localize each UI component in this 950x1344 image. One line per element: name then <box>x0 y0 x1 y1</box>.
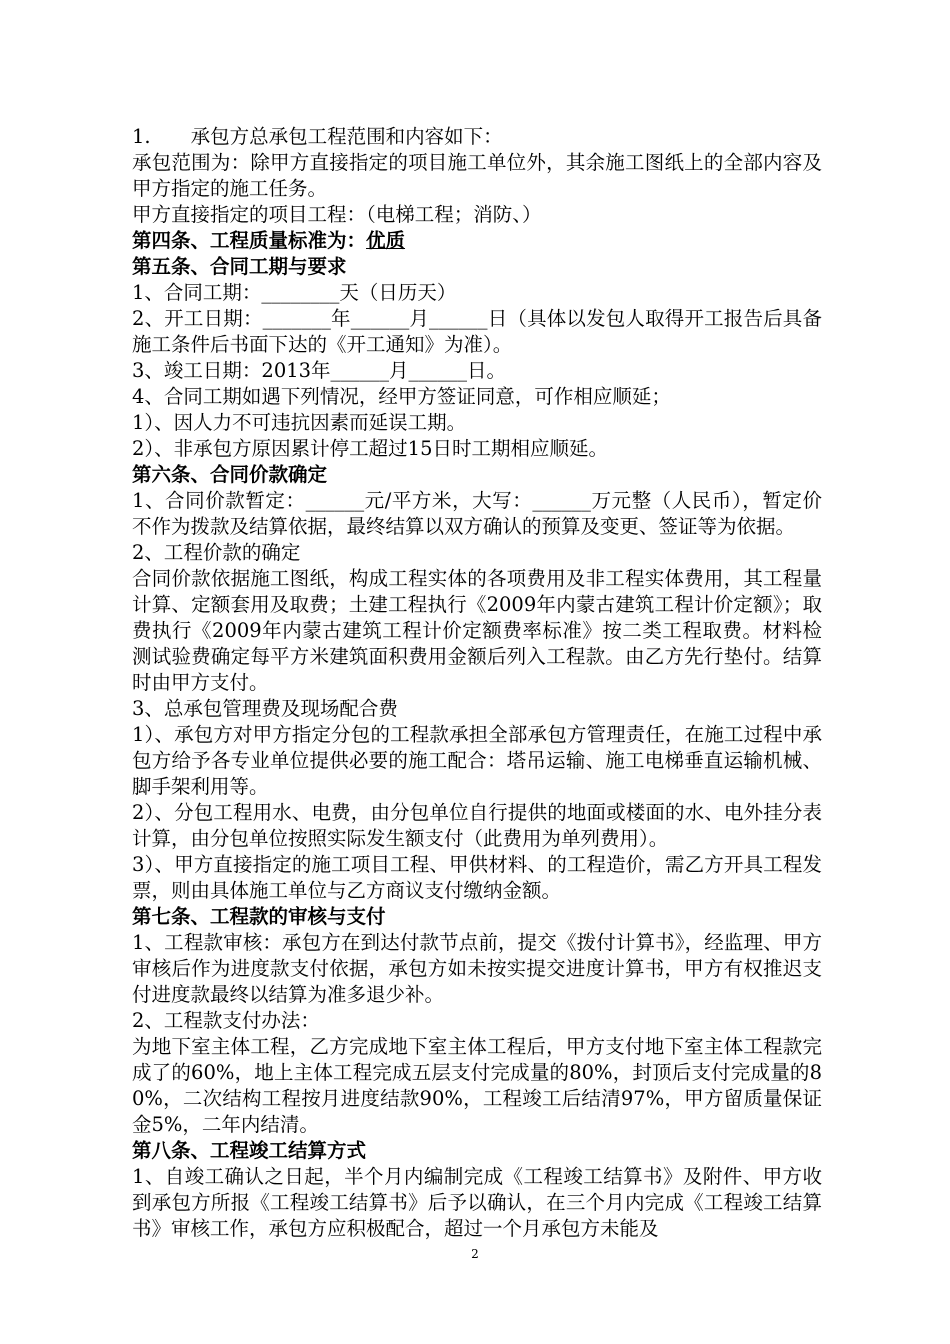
document-body <box>132 124 822 1242</box>
scope-range: 承包范围为：除甲方直接指定的项目施工单位外，其余施工图纸上的全部内容及甲方指定的施工任务。 <box>132 151 822 200</box>
management-fee-item-2: 2）、分包工程用水、电费，由分包单位自行提供的地面或楼面的水、电外挂分表计算，由分包单位按照实际发生额支付（此费用为单列费用）。 <box>132 801 822 850</box>
payment-review: 1、工程款审核：承包方在到达付款节点前，提交《拨付计算书》，经监理、甲方审核后作为进度款支付依据，承包方如未按实提交进度计算书，甲方有权推迟支付进度款最终以结算为准多退少补。 <box>132 931 822 1006</box>
price-determination-text: 合同价款依据施工图纸，构成工程实体的各项费用及非工程实体费用，其工程量计算、定额套用及取费；土建工程执行《2009年内蒙古建筑工程计价定额》；取费执行《2009年内蒙古建筑工程计价定额费率标准》按二类工程取费。材料检测试验费确定每平方米建筑面积费用金额后列入工程款。由乙方先行垫付。结算时由甲方支付。 <box>132 567 822 694</box>
extension-conditions: 4、合同工期如遇下列情况，经甲方签证同意，可作相应顺延； <box>132 385 671 408</box>
management-fee-item-3: 3）、甲方直接指定的施工项目工程、甲供材料、的工程造价，需乙方开具工程发票，则由具体施工单位与乙方商议支付缴纳金额。 <box>132 853 822 902</box>
completion-date: 3、竣工日期：2013年______月______日。 <box>132 359 507 382</box>
article-8-heading: 第八条、工程竣工结算方式 <box>132 1139 367 1162</box>
contract-period: 1、合同工期：________天（日历天） <box>132 281 457 304</box>
owner-designated-items: 甲方直接指定的项目工程：（电梯工程；消防、） <box>132 203 542 226</box>
article-7-heading: 第七条、工程款的审核与支付 <box>132 905 386 928</box>
price-determination-title: 2、工程价款的确定 <box>132 541 301 564</box>
article-6-heading: 第六条、合同价款确定 <box>132 463 328 486</box>
management-fee-title: 3、总承包管理费及现场配合费 <box>132 697 398 720</box>
payment-method-text: 为地下室主体工程，乙方完成地下室主体工程后，甲方支付地下室主体工程款完成了的60%，地上主体工程完成五层支付完成量的80%，封顶后支付完成量的80%，二次结构工程按月进度结款90%，工程竣工后结清97%，甲方留质量保证金5%，二年内结清。 <box>132 1035 822 1136</box>
quality-standard-value: 优质 <box>366 229 406 252</box>
extension-item-1: 1）、因人力不可违抗因素而延误工期。 <box>132 411 467 434</box>
settlement-item-1: 1、自竣工确认之日起，半个月内编制完成《工程竣工结算书》及附件、甲方收到承包方所报《工程竣工结算书》后予以确认，在三个月内完成《工程竣工结算书》审核工作，承包方应积极配合，超过一个月承包方未能及 <box>132 1165 822 1240</box>
scope-intro-text: 承包方总承包工程范围和内容如下： <box>190 125 503 148</box>
contract-price: 1、合同价款暂定：______元/平方米，大写：______万元整（人民币），暂定价不作为拨款及结算依据，最终结算以双方确认的预算及变更、签证等为依据。 <box>132 489 822 538</box>
payment-method-title: 2、工程款支付办法： <box>132 1009 320 1032</box>
article-5-heading: 第五条、合同工期与要求 <box>132 255 347 278</box>
extension-item-2: 2）、非承包方原因累计停工超过15日时工期相应顺延。 <box>132 437 608 460</box>
page-number: 2 <box>471 1247 479 1261</box>
management-fee-item-1: 1）、承包方对甲方指定分包的工程款承担全部承包方管理责任，在施工过程中承包方给予各专业单位提供必要的施工配合：塔吊运输、施工电梯垂直运输机械、脚手架利用等。 <box>132 723 822 798</box>
article-4-prefix: 第四条、工程质量标准为： <box>132 229 367 252</box>
scope-intro <box>132 124 822 150</box>
start-date: 2、开工日期：_______年______月______日（具体以发包人取得开工报告后具备施工条件后书面下达的《开工通知》为准）。 <box>132 307 822 356</box>
article-4-heading <box>132 228 822 254</box>
list-number: 1. <box>132 125 151 148</box>
